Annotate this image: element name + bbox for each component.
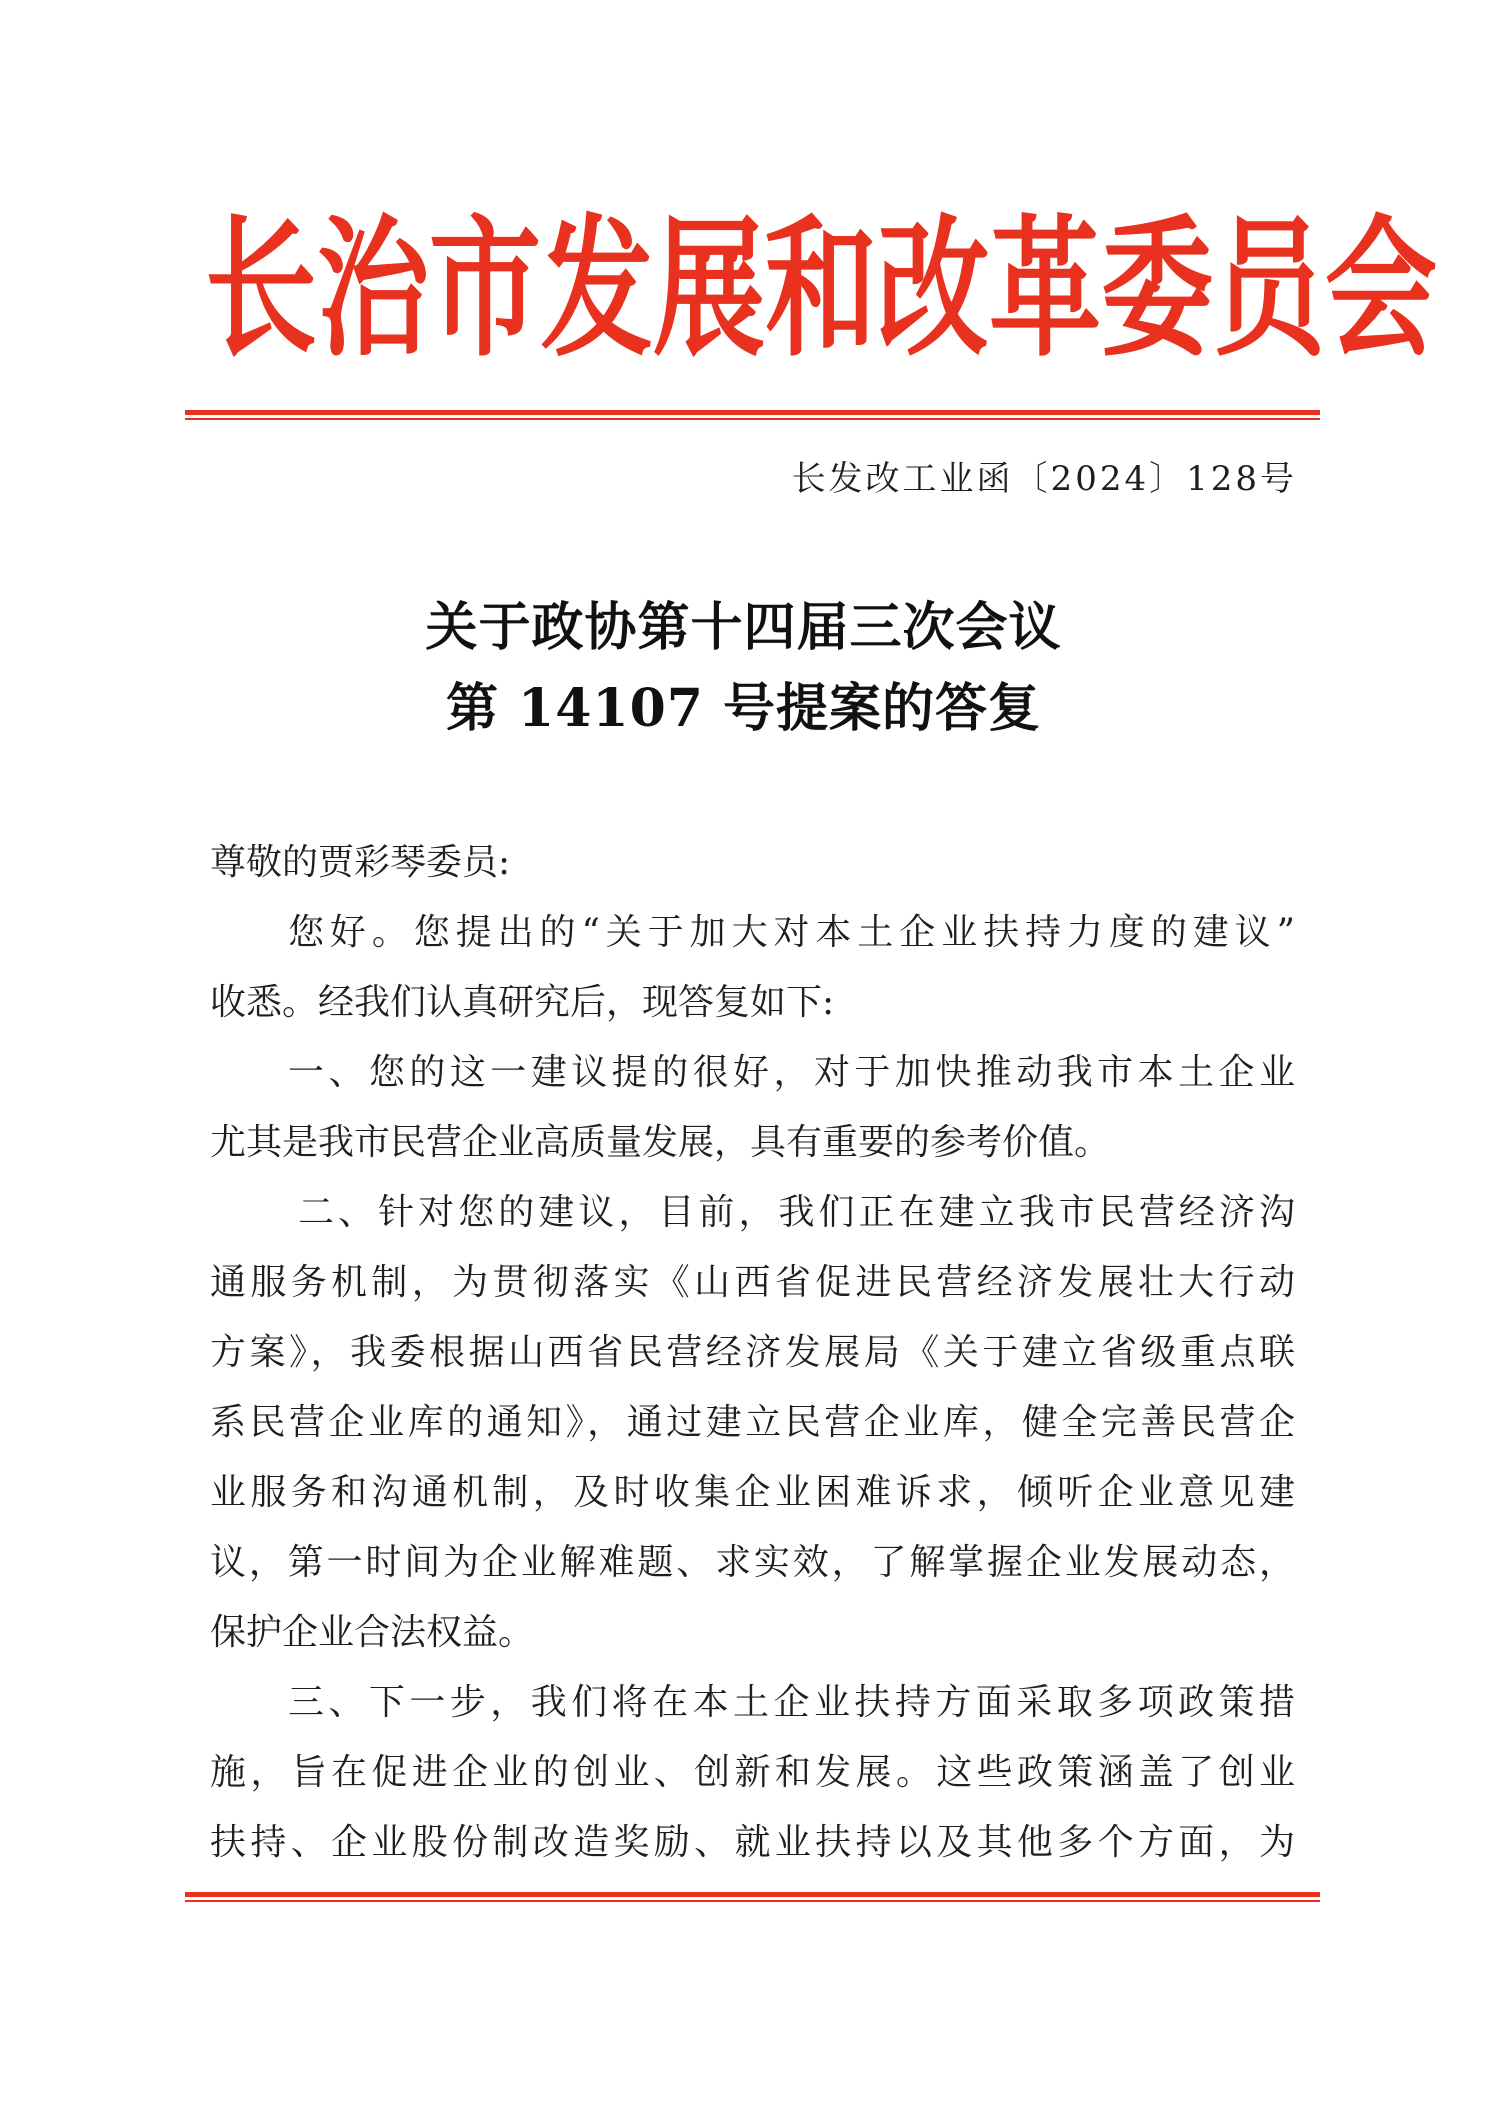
body-line: 收悉。经我们认真研究后，现答复如下:	[210, 982, 835, 1023]
organization-header-char: 革	[989, 202, 1101, 378]
footer-divider-thin-line	[185, 1900, 1320, 1902]
body-line: 业服务和沟通机制，及时收集企业困难诉求，倾听企业意见建	[210, 1472, 1295, 1513]
document-title-line-2: 第 14107 号提案的答复	[445, 678, 1042, 739]
body-line: 方案》，我委根据山西省民营经济发展局《关于建立省级重点联	[210, 1332, 1295, 1373]
organization-header-char: 委	[1101, 202, 1213, 378]
organization-header-char: 市	[429, 202, 541, 378]
header-divider-thin-line	[185, 418, 1320, 420]
organization-header-char: 治	[317, 202, 429, 378]
organization-header-char: 和	[765, 202, 877, 378]
organization-header-char: 长	[205, 202, 317, 378]
body-line: 通服务机制，为贯彻落实《山西省促进民营经济发展壮大行动	[210, 1262, 1295, 1303]
body-line: 一、您的这一建议提的很好，对于加快推动我市本土企业	[288, 1052, 1295, 1093]
header-divider-thick-line	[185, 410, 1320, 415]
body-line: 三、下一步，我们将在本土企业扶持方面采取多项政策措	[288, 1682, 1295, 1723]
organization-header-char: 改	[877, 202, 989, 378]
organization-header-char: 员	[1213, 202, 1325, 378]
salutation: 尊敬的贾彩琴委员:	[210, 842, 511, 883]
body-line: 二、针对您的建议，目前，我们正在建立我市民营经济沟	[298, 1192, 1295, 1233]
organization-header-char: 会	[1325, 202, 1437, 378]
header-divider	[185, 410, 1320, 422]
body-line: 您好。您提出的“关于加大对本土企业扶持力度的建议”	[288, 912, 1295, 953]
body-line: 系民营企业库的通知》，通过建立民营企业库，健全完善民营企	[210, 1402, 1295, 1443]
body-line: 扶持、企业股份制改造奖励、就业扶持以及其他多个方面，为	[210, 1822, 1295, 1863]
organization-header	[205, 200, 1437, 380]
document-title-line-1: 关于政协第十四届三次会议	[425, 597, 1062, 658]
organization-header-char: 发	[541, 202, 653, 378]
organization-header-char: 展	[653, 202, 765, 378]
body-line: 尤其是我市民营企业高质量发展，具有重要的参考价值。	[210, 1122, 1111, 1163]
body-line: 议，第一时间为企业解难题、求实效，了解掌握企业发展动态，	[210, 1542, 1295, 1583]
footer-divider-thick-line	[185, 1892, 1320, 1897]
body-line: 施，旨在促进企业的创业、创新和发展。这些政策涵盖了创业	[210, 1752, 1295, 1793]
body-line: 保护企业合法权益。	[210, 1612, 535, 1653]
footer-divider	[185, 1892, 1320, 1904]
document-number: 长发改工业函〔2024〕128号	[791, 459, 1297, 499]
